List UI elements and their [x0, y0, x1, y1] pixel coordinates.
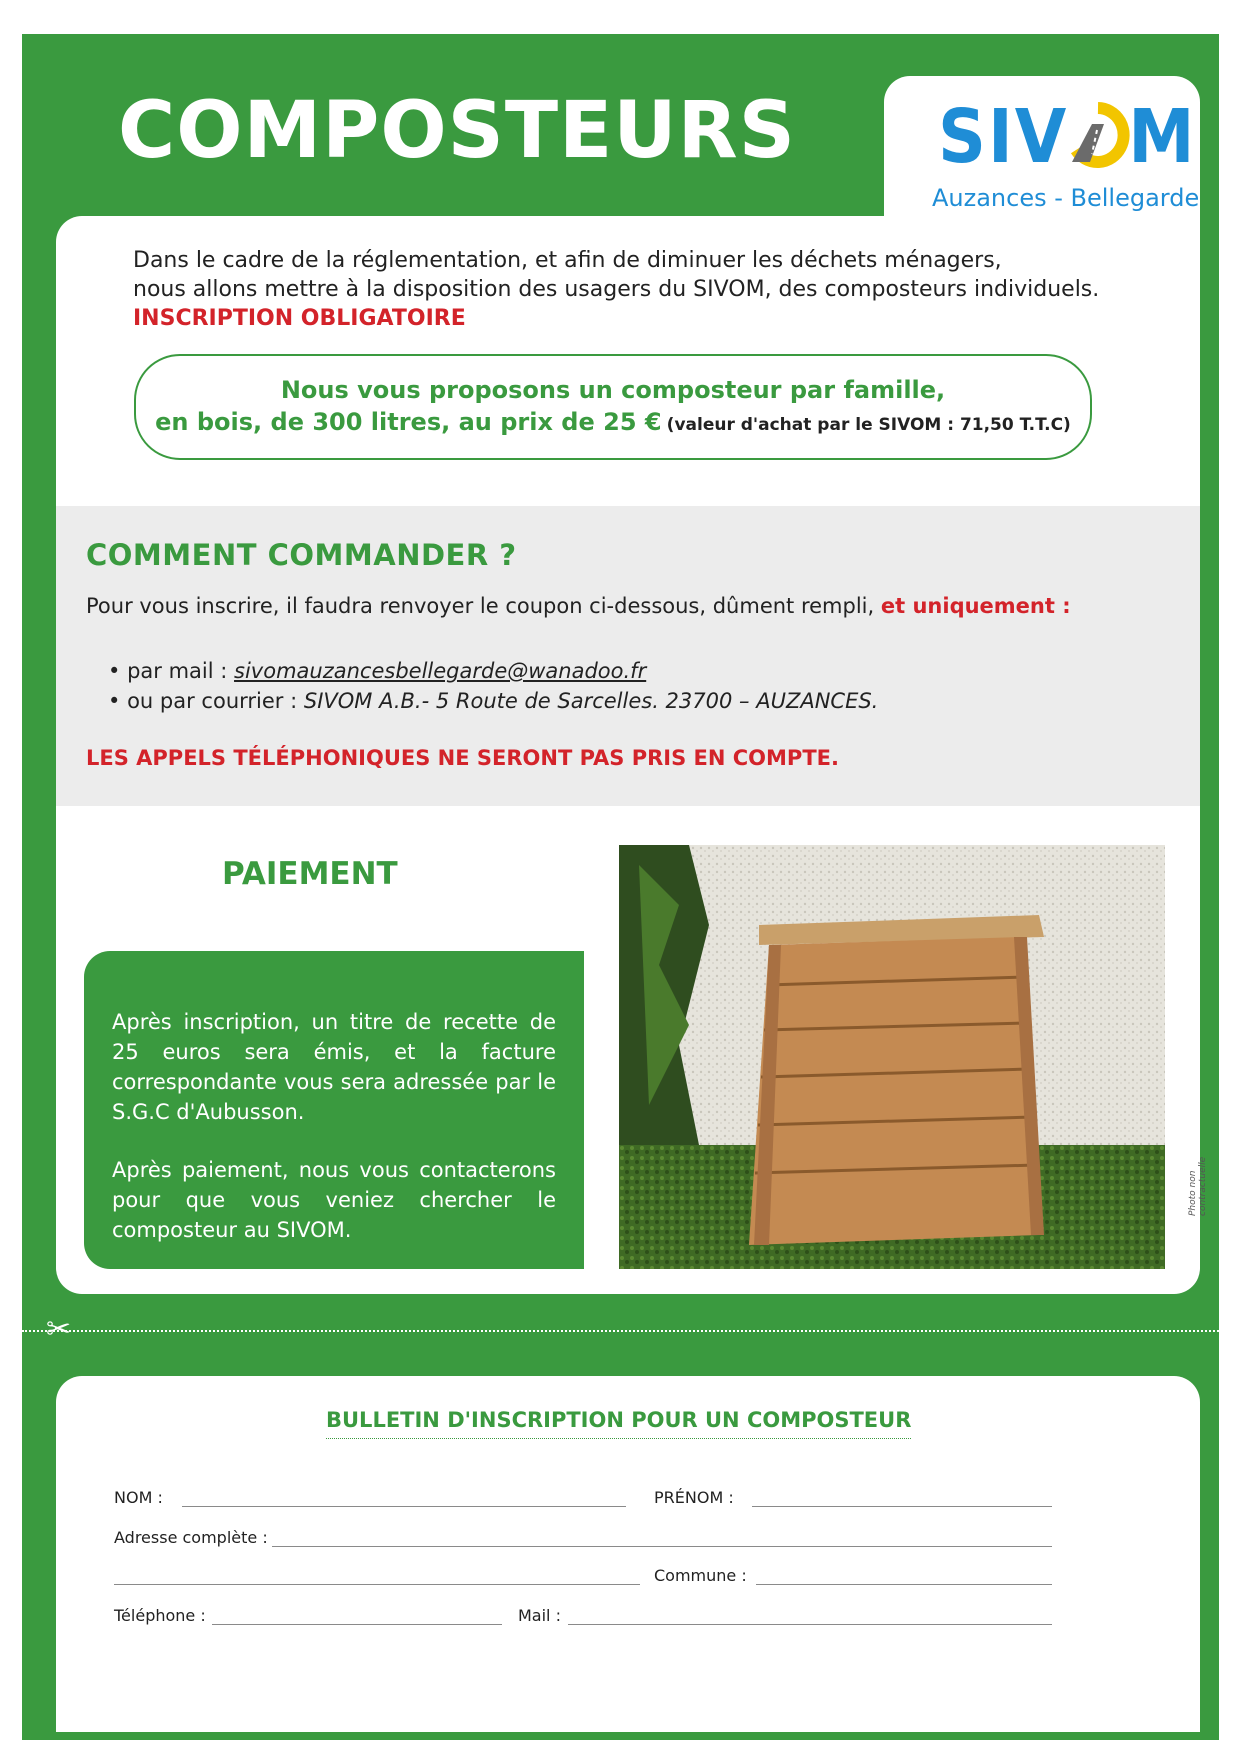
- payment-text: [112, 1007, 556, 1273]
- intro-text: [133, 246, 1099, 333]
- order-instructions-text: Pour vous inscrire, il faudra renvoyer le coupon ci-dessous, dûment rempli,: [86, 594, 875, 618]
- phone-warning: LES APPELS TÉLÉPHONIQUES NE SERONT PAS PRIS EN COMPTE.: [86, 746, 839, 770]
- main-panel: [56, 216, 1208, 1294]
- email-link[interactable]: sivomauzancesbellegarde@wanadoo.fr: [234, 659, 647, 683]
- payment-title: PAIEMENT: [222, 856, 398, 892]
- logo-road-o-icon: [1070, 104, 1126, 166]
- postal-address: SIVOM A.B.- 5 Route de Sarcelles. 23700 – AUZANCES.: [303, 689, 879, 713]
- post-label: ou par courrier :: [127, 689, 298, 713]
- telephone-label: Téléphone :: [114, 1606, 206, 1625]
- payment-box: [84, 951, 584, 1269]
- order-section: [56, 506, 1200, 806]
- payment-paragraph-1: Après inscription, un titre de recette de 25 euros sera émis, et la facture correspondante vous sera adressée par le S.G.C d'Aubusson.: [112, 1010, 556, 1124]
- nom-field[interactable]: [182, 1506, 626, 1507]
- offer-line-2: en bois, de 300 litres, au prix de 25 €: [155, 408, 662, 436]
- photo-disclaimer: Photo non contractuelle: [1188, 1156, 1208, 1216]
- intro-line-2: nous allons mettre à la disposition des usagers du SIVOM, des composteurs individuels.: [133, 277, 1100, 302]
- logo-wordmark: [938, 94, 1197, 180]
- composter-photo: [619, 845, 1165, 1269]
- logo-subtitle: Auzances - Bellegarde: [932, 184, 1200, 212]
- commune-field[interactable]: [756, 1584, 1052, 1585]
- list-item-post: [108, 686, 878, 716]
- mail-field[interactable]: [568, 1624, 1052, 1625]
- order-title: COMMENT COMMANDER ?: [86, 538, 517, 572]
- bullet-icon: •: [108, 659, 121, 683]
- telephone-field[interactable]: [212, 1624, 502, 1625]
- form-title: BULLETIN D'INSCRIPTION POUR UN COMPOSTEUR: [326, 1408, 911, 1439]
- intro-line-1: Dans le cadre de la réglementation, et afin de diminuer les déchets ménagers,: [133, 248, 1002, 273]
- adresse-label: Adresse complète :: [114, 1528, 268, 1547]
- prenom-field[interactable]: [752, 1506, 1052, 1507]
- adresse-field-line-2[interactable]: [114, 1584, 640, 1585]
- nom-label: NOM :: [114, 1488, 163, 1507]
- adresse-field[interactable]: [272, 1546, 1052, 1547]
- scissors-icon: ✂: [46, 1312, 72, 1347]
- registration-form: [56, 1376, 1200, 1732]
- order-instructions: [86, 594, 1071, 618]
- mail-label: Mail :: [518, 1606, 561, 1625]
- prenom-label: PRÉNOM :: [654, 1488, 734, 1507]
- bullet-icon: •: [108, 689, 121, 713]
- order-instructions-highlight: et uniquement :: [880, 594, 1071, 618]
- sivom-logo: [884, 76, 1200, 226]
- logo-text-right: M: [1128, 94, 1197, 180]
- list-item-mail: [108, 656, 878, 686]
- logo-text-left: SIV: [938, 94, 1069, 180]
- mail-label: par mail :: [127, 659, 228, 683]
- page-title: COMPOSTEURS: [118, 86, 796, 176]
- order-methods-list: [108, 656, 878, 716]
- payment-paragraph-2: Après paiement, nous vous contacterons pour que vous veniez chercher le composteur au SIVOM.: [112, 1158, 556, 1242]
- cut-line: [22, 1330, 1219, 1332]
- mandatory-notice: INSCRIPTION OBLIGATOIRE: [133, 306, 466, 331]
- flyer-page: [22, 34, 1219, 1740]
- offer-note: (valeur d'achat par le SIVOM : 71,50 T.T.C): [666, 415, 1071, 435]
- commune-label: Commune :: [654, 1566, 747, 1585]
- offer-box: [134, 354, 1092, 460]
- offer-line-1: Nous vous proposons un composteur par famille,: [280, 376, 946, 404]
